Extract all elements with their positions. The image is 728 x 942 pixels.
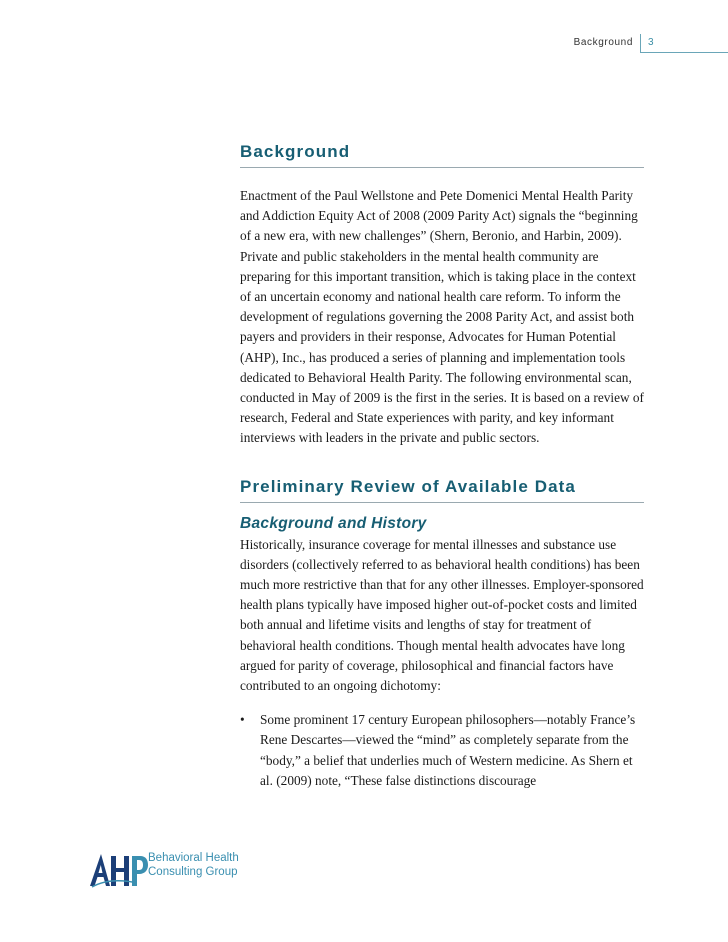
ahp-logo: [88, 848, 258, 888]
review-heading: Preliminary Review of Available Data: [240, 477, 644, 503]
bullet-icon: •: [240, 712, 245, 728]
history-paragraph: Historically, insurance coverage for mental illnesses and substance use disorders (collectively referred to as behavioral health conditions) has been much more restrictive than that for any other illnesses. Employer-sponsored health plans typically have imposed higher out-of-pocket costs and limited both annual and lifetime visits and lengths of stay for treatment of behavioral health conditions. Though mental health advocates have long argued for parity of coverage, philosophical and financial factors have contributed to an ongoing dichotomy:: [240, 536, 644, 694]
header-underline: [640, 52, 728, 53]
list-item: [240, 710, 644, 791]
page-number: 3: [648, 37, 654, 48]
page-content: [240, 142, 644, 791]
background-paragraph: Enactment of the Paul Wellstone and Pete Domenici Mental Health Parity and Addiction Equity Act of 2008 (2009 Parity Act) signals the “beginning of a new era, with new challenges” (Shern, Beronio, and Harbin, 2009). Private and public stakeholders in the mental health community are preparing for this important transition, which is taking place in the context of an uncertain economy and national health care reform. To inform the development of regulations governing the 2008 Parity Act, and assist both payers and providers in their response, Advocates for Human Potential (AHP), Inc., has produced a series of planning and implementation tools dedicated to Behavioral Health Parity. The following environmental scan, conducted in May of 2009 is the first in the series. It is based on a review of research, Federal and State experiences with parity, and key informant interviews with leaders in the private and public sectors.: [240, 188, 644, 446]
logo-line-1: Behavioral Health: [148, 852, 239, 864]
bullet-text: Some prominent 17 century European philosophers—notably France’s Rene Descartes—viewed the “mind” as completely separate from the “body,” a belief that underlies much of Western medicine. As Shern et al. (2009) note, “These false distinctions discourage: [260, 712, 636, 788]
history-subheading: Background and History: [240, 514, 427, 532]
running-title: Background: [573, 37, 633, 48]
logo-line-2: Consulting Group: [148, 866, 238, 878]
running-header: [0, 34, 728, 54]
bullet-list: [240, 710, 644, 791]
ahp-logo-icon: [88, 848, 148, 888]
background-heading: Background: [240, 142, 644, 168]
header-divider: [640, 34, 641, 52]
